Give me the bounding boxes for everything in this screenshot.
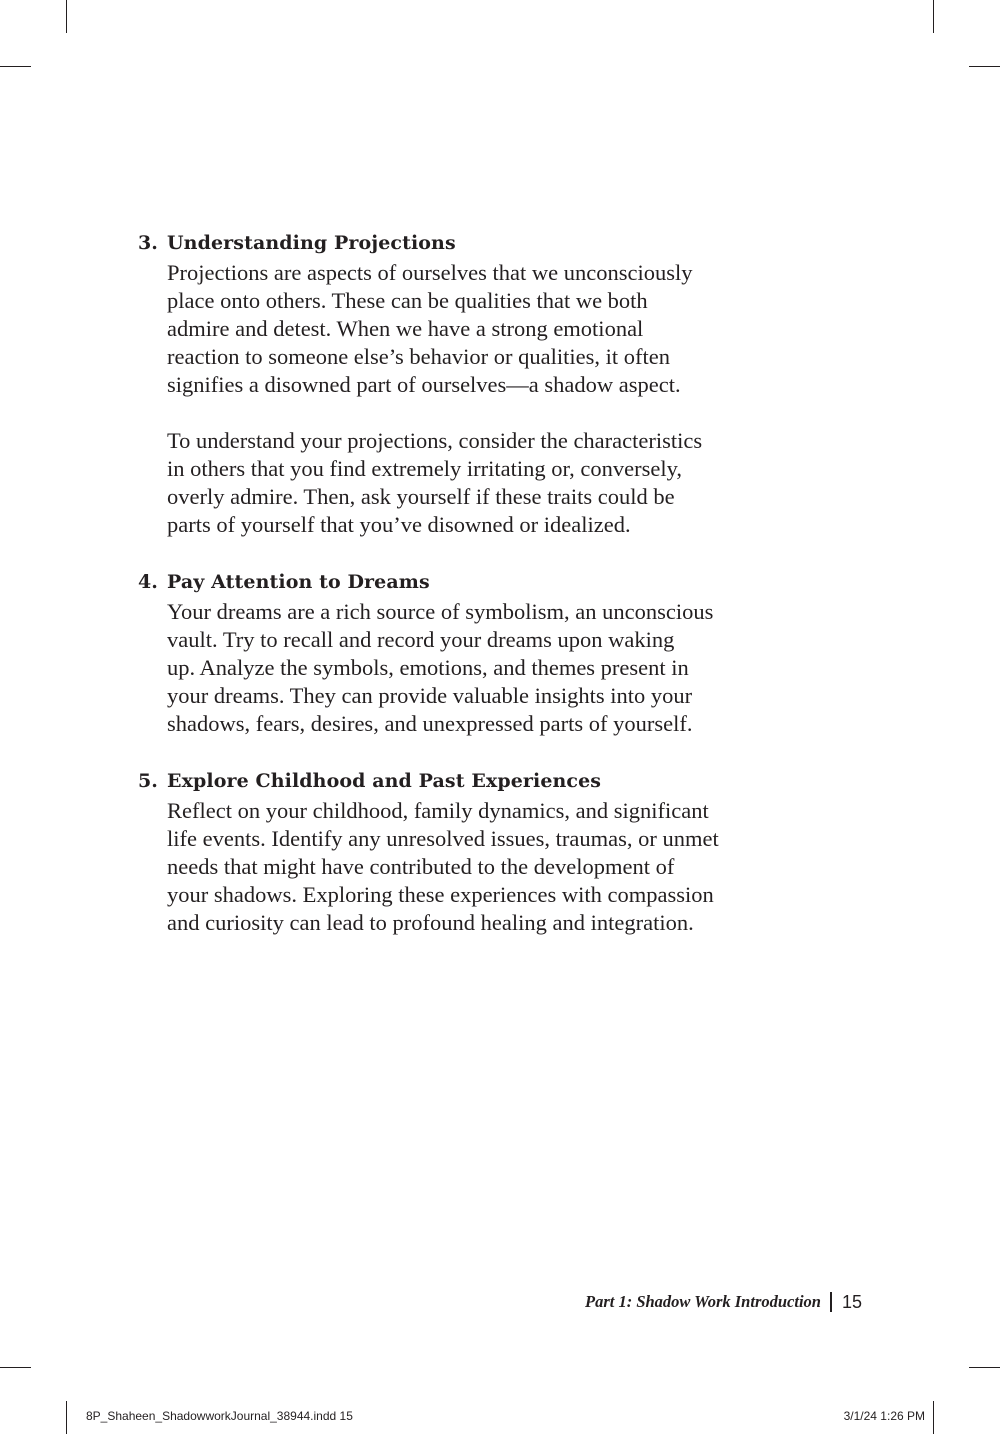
crop-mark-top-left [66,0,67,33]
crop-mark-left-bottom [0,1367,31,1368]
crop-mark-right-top [969,66,1000,67]
section-title: Explore Childhood and Past Experiences [167,770,602,792]
slug-timestamp: 3/1/24 1:26 PM [843,1409,925,1423]
crop-mark-left-top [0,66,31,67]
section-understanding-projections [138,227,778,539]
paragraph: To understand your projections, consider the characteristics in others that you find extremely irritating or, conversely, overly admire. Then, ask yourself if these traits could be parts of yourself that you’ve disowned or idealized. [167,428,703,537]
section-title: Pay Attention to Dreams [167,571,430,593]
section-explore-childhood [138,765,778,937]
crop-mark-bottom-right [933,1401,934,1434]
page-footer [585,1288,862,1316]
section-pay-attention-to-dreams [138,566,778,738]
paragraph: Projections are aspects of ourselves that we unconsciously place onto others. These can be qualities that we both admire and detest. When we have a strong emotional reaction to someone else’s behavior or qualities, it often signifies a disowned part of ourselves—a shadow aspect. [167,260,693,397]
section-title: Understanding Projections [167,232,456,254]
section-number: 3. [138,232,158,254]
section-number: 5. [138,770,158,792]
paragraph: Your dreams are a rich source of symbolism, an unconscious vault. Try to recall and record your dreams upon waking up. Analyze the symbols, emotions, and themes present in your dreams. They can provide valuable insights into your shadows, fears, desires, and unexpressed parts of yourself. [167,599,714,736]
crop-mark-top-right [933,0,934,33]
crop-mark-bottom-left [66,1401,67,1434]
body-content [138,227,778,964]
slug-filename: 8P_Shaheen_ShadowworkJournal_38944.indd 15 [86,1409,353,1423]
section-number: 4. [138,571,158,593]
paragraph: Reflect on your childhood, family dynamics, and significant life events. Identify any unresolved issues, traumas, or unmet needs that might have contributed to the development of your shadows. Exploring these experiences with compassion and curiosity can lead to profound healing and integration. [167,798,719,935]
crop-mark-right-bottom [969,1367,1000,1368]
running-head: Part 1: Shadow Work Introduction [585,1292,821,1311]
footer-divider [830,1292,832,1312]
page-number: 15 [841,1292,862,1312]
